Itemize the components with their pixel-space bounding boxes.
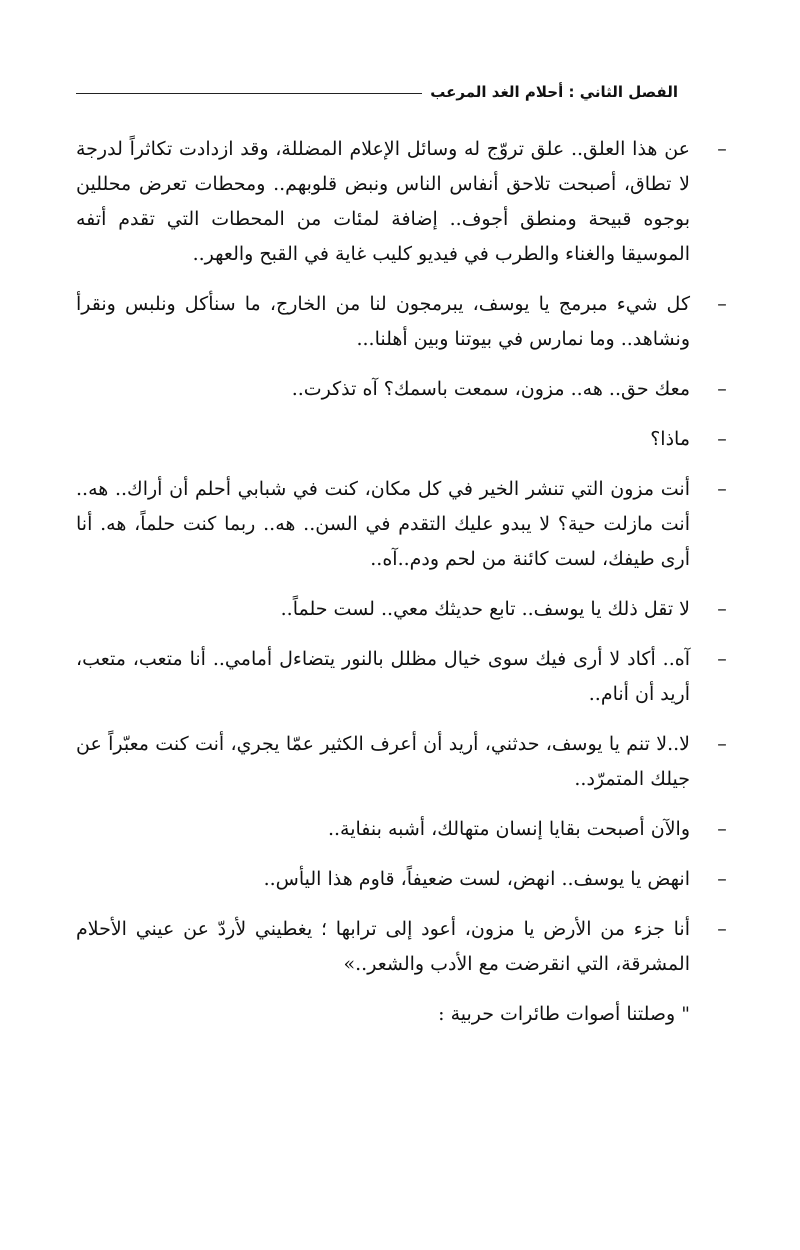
paragraph-text: والآن أصبحت بقايا إنسان متهالك، أشبه بنفاية.. [327, 818, 690, 840]
paragraph-text: أنا جزء من الأرض يا مزون، أعود إلى ترابها ؛ يغطيني لأردّ عن عيني الأحلام المشرقة، التي انقرضت مع الأدب والشعر..» [76, 918, 690, 975]
dialogue-dash: – [717, 918, 727, 940]
chapter-title: الفصل الثاني : أحلام الغد المرعب [430, 83, 678, 101]
running-header [76, 78, 678, 106]
paragraph-text: كل شيء مبرمج يا يوسف، يبرمجون لنا من الخارج، ما سنأكل ونلبس ونقرأ ونشاهد.. وما نمارس في بيوتنا وبين أهلنا... [76, 293, 690, 350]
dialogue-paragraph [76, 912, 732, 982]
paragraph-text: معك حق.. هه.. مزون، سمعت باسمك؟ آه تذكرت.. [291, 378, 690, 400]
paragraph-text: لا تقل ذلك يا يوسف.. تابع حديثك معي.. لست حلماً.. [280, 598, 690, 620]
dialogue-dash: – [717, 293, 727, 315]
dialogue-paragraph [76, 592, 732, 627]
dialogue-dash: – [717, 818, 727, 840]
dialogue-paragraph [76, 642, 732, 712]
dialogue-dash: – [717, 598, 727, 620]
paragraph-text: انهض يا يوسف.. انهض، لست ضعيفاً، قاوم هذا اليأس.. [263, 868, 690, 890]
paragraph-text: عن هذا العلق.. علق تروّج له وسائل الإعلام المضللة، وقد ازدادت تكاثراً لدرجة لا تطاق، أصبحت تلاحق أنفاس الناس ونبض قلوبهم.. ومحطات تعرض محللين بوجوه قبيحة ومنطق أجوف.. إضافة لمئات من المحطات التي تقدم أتفه الموسيقا والغناء والطرب في فيديو كليب غاية في القبح والعهر.. [76, 138, 690, 265]
dialogue-paragraph [76, 372, 732, 407]
paragraph-text: لا..لا تنم يا يوسف، حدثني، أريد أن أعرف الكثير عمّا يجري، أنت كنت معبّراً عن جيلك المتمرّد.. [76, 733, 690, 790]
paragraph-text: أنت مزون التي تنشر الخير في كل مكان، كنت في شبابي أحلم أن أراك.. هه.. أنت مازلت حية؟ لا يبدو عليك التقدم في السن.. هه.. ربما كنت حلماً، هه. أنا أرى طيفك، لست كائنة من لحم ودم..آه.. [76, 478, 690, 570]
dialogue-paragraph [76, 862, 732, 897]
closing-line: " وصلتنا أصوات طائرات حربية : [438, 1003, 690, 1025]
dialogue-dash: – [717, 428, 727, 450]
dialogue-paragraph [76, 132, 732, 272]
dialogue-paragraph [76, 727, 732, 797]
body-text [76, 132, 732, 1032]
paragraph-text: آه.. أكاد لا أرى فيك سوى خيال مظلل بالنور يتضاءل أمامي.. أنا متعب، متعب، أريد أن أنام.. [76, 648, 690, 705]
dialogue-dash: – [717, 478, 727, 500]
dialogue-dash: – [717, 378, 727, 400]
dialogue-paragraph [76, 812, 732, 847]
header-rule [76, 93, 422, 94]
dialogue-dash: – [717, 733, 727, 755]
dialogue-paragraph [76, 422, 732, 457]
dialogue-paragraph [76, 287, 732, 357]
paragraph-text: ماذا؟ [650, 428, 690, 450]
dialogue-dash: – [717, 648, 727, 670]
dialogue-paragraph [76, 472, 732, 577]
dialogue-dash: – [717, 138, 727, 160]
dialogue-dash: – [717, 868, 727, 890]
